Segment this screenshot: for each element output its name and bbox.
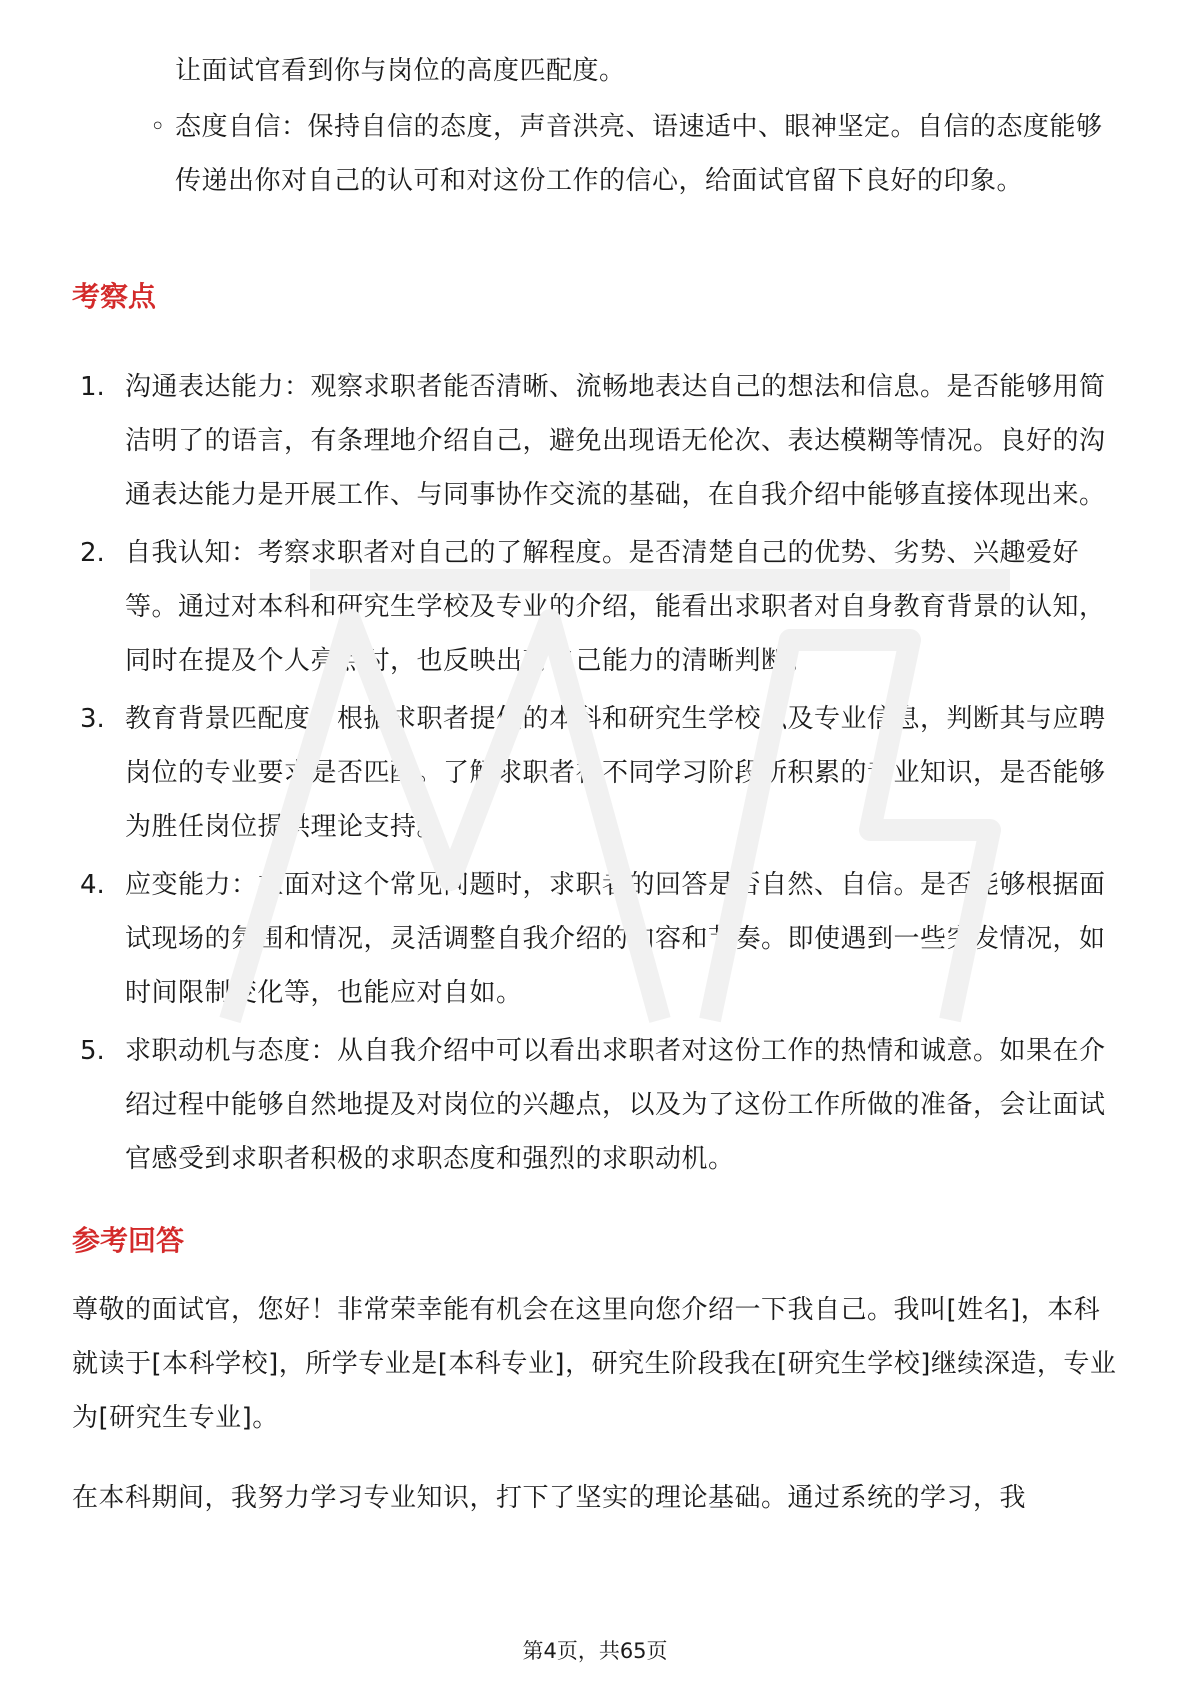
continuation-text: 让面试官看到你与岗位的高度匹配度。 xyxy=(175,56,626,86)
answer-paragraph-2: 在本科期间，我努力学习专业知识，打下了坚实的理论基础。通过系统的学习，我 xyxy=(72,1483,1027,1513)
section-heading-points: 考察点 xyxy=(72,280,157,313)
list-number: 1. xyxy=(80,372,105,402)
list-number: 3. xyxy=(80,704,105,734)
list-number: 4. xyxy=(80,870,105,900)
sub-bullet-text: 态度自信：保持自信的态度，声音洪亮、语速适中、眼神坚定。自信的态度能够传递出你对自己的认可和对这份工作的信心，给面试官留下良好的印象。 xyxy=(175,112,1103,196)
section-heading-answer: 参考回答 xyxy=(72,1224,185,1257)
answer-paragraph-1: 尊敬的面试官，您好！非常荣幸能有机会在这里向您介绍一下我自己。我叫[姓名]，本科就读于[本科学校]，所学专业是[本科专业]，研究生阶段我在[研究生学校]继续深造，专业为[研究生专业]。 xyxy=(72,1295,1117,1433)
list-item xyxy=(80,360,1120,522)
list-number: 5. xyxy=(80,1036,105,1066)
points-list xyxy=(80,360,1120,1190)
list-item xyxy=(80,1024,1120,1186)
list-item-text: 自我认知：考察求职者对自己的了解程度。是否清楚自己的优势、劣势、兴趣爱好等。通过对本科和研究生学校及专业的介绍，能看出求职者对自身教育背景的认知，同时在提及个人亮点时，也反映出对自己能力的清晰判断。 xyxy=(125,538,1106,676)
list-number: 2. xyxy=(80,538,105,568)
list-item-text: 应变能力：在面对这个常见问题时，求职者的回答是否自然、自信。是否能够根据面试现场的氛围和情况，灵活调整自我介绍的内容和节奏。即使遇到一些突发情况，如时间限制变化等，也能应对自如。 xyxy=(125,870,1106,1008)
hollow-bullet-icon: ◦ xyxy=(150,112,166,142)
list-item xyxy=(80,692,1120,854)
list-item-text: 求职动机与态度：从自我介绍中可以看出求职者对这份工作的热情和诚意。如果在介绍过程中能够自然地提及对岗位的兴趣点，以及为了这份工作所做的准备，会让面试官感受到求职者积极的求职态度和强烈的求职动机。 xyxy=(125,1036,1106,1174)
list-item-text: 沟通表达能力：观察求职者能否清晰、流畅地表达自己的想法和信息。是否能够用简洁明了的语言，有条理地介绍自己，避免出现语无伦次、表达模糊等情况。良好的沟通表达能力是开展工作、与同事协作交流的基础，在自我介绍中能够直接体现出来。 xyxy=(125,372,1106,510)
list-item xyxy=(80,858,1120,1020)
page-footer: 第4页，共65页 xyxy=(522,1639,668,1663)
list-item-text: 教育背景匹配度：根据求职者提供的本科和研究生学校以及专业信息，判断其与应聘岗位的专业要求是否匹配。了解求职者在不同学习阶段所积累的专业知识，是否能够为胜任岗位提供理论支持。 xyxy=(125,704,1106,842)
sub-bullet-item xyxy=(150,100,1120,208)
list-item xyxy=(80,526,1120,688)
